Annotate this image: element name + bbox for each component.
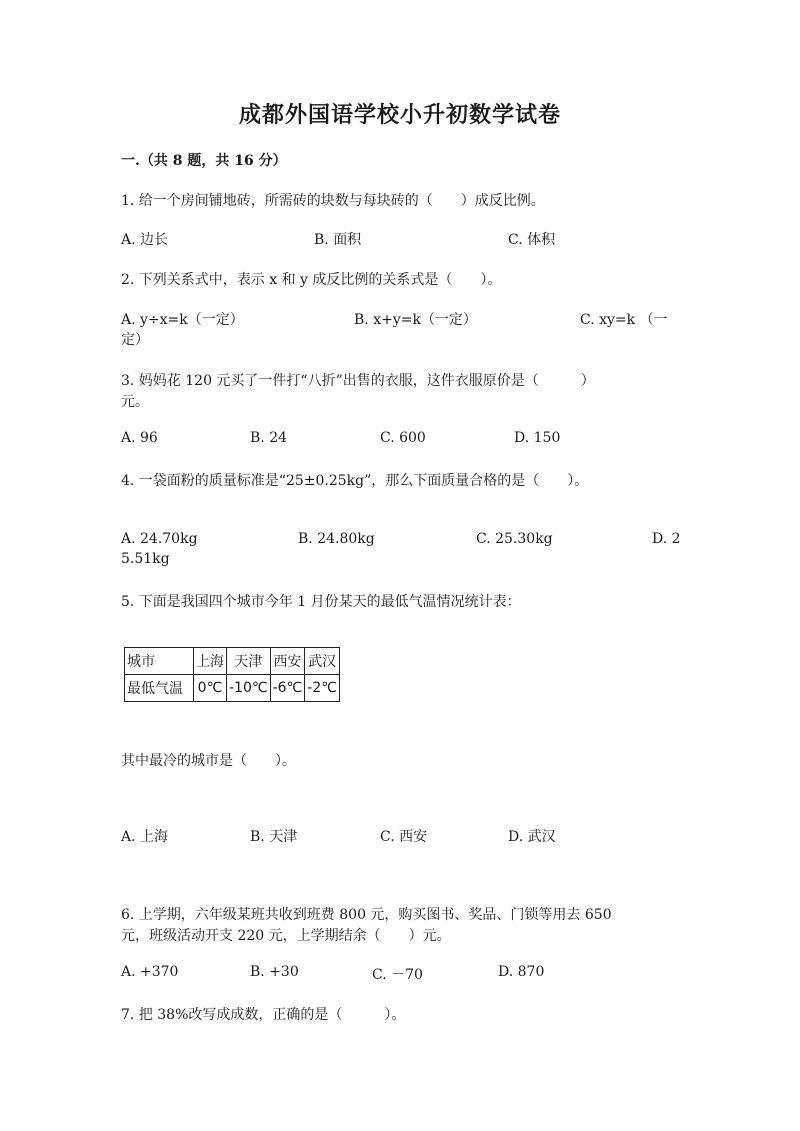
question-5: 5. 下面是我国四个城市今年 1 月份某天的最低气温情况统计表：	[121, 594, 521, 610]
q4-option-c: C. 25.30kg	[476, 531, 553, 547]
table-row	[125, 648, 340, 675]
q5-option-c: C. 西安	[380, 829, 428, 845]
q2-option-c-continued: 定）	[121, 332, 149, 348]
q5-option-d: D. 武汉	[508, 829, 556, 845]
q1-option-b: B. 面积	[314, 232, 362, 248]
q4-option-b: B. 24.80kg	[298, 531, 375, 547]
table-cell: -10℃	[227, 675, 271, 702]
q3-option-b: B. 24	[250, 430, 288, 446]
q4-option-d: D. 2	[652, 531, 681, 547]
question-6-line2: 元，班级活动开支 220 元，上学期结余（ ）元。	[121, 928, 451, 944]
table-cell: -6℃	[270, 675, 305, 702]
q6-option-c: C. －70	[372, 967, 423, 983]
q4-option-d-continued: 5.51kg	[121, 551, 170, 567]
temperature-table	[124, 647, 340, 702]
q6-option-d: D. 870	[498, 964, 545, 980]
q5-option-b: B. 天津	[250, 829, 298, 845]
table-cell: 天津	[227, 648, 271, 675]
table-cell: 武汉	[305, 648, 340, 675]
table-cell: 上海	[194, 648, 227, 675]
question-3-line1: 3. 妈妈花 120 元买了一件打“八折”出售的衣服，这件衣服原价是（ ）	[121, 373, 595, 389]
question-6-line1: 6. 上学期，六年级某班共收到班费 800 元，购买图书、奖品、门锁等用去 650	[121, 907, 612, 923]
q6-option-b: B. +30	[250, 964, 299, 980]
table-cell: 最低气温	[125, 675, 194, 702]
table-cell: -2℃	[305, 675, 340, 702]
table-cell: 0℃	[194, 675, 227, 702]
q3-option-c: C. 600	[380, 430, 426, 446]
table-cell: 西安	[270, 648, 305, 675]
q2-option-c: C. xy=k （一	[580, 312, 668, 328]
q1-option-a: A. 边长	[121, 232, 169, 248]
q3-option-a: A. 96	[121, 430, 158, 446]
question-7: 7. 把 38%改写成成数，正确的是（ ）。	[121, 1007, 406, 1023]
question-5-prompt: 其中最冷的城市是（ ）。	[121, 753, 296, 769]
section-heading: 一.（共 8 题，共 16 分）	[121, 153, 287, 169]
q1-option-c: C. 体积	[508, 232, 556, 248]
table-row	[125, 675, 340, 702]
q4-option-a: A. 24.70kg	[121, 531, 198, 547]
question-4: 4. 一袋面粉的质量标准是“25±0.25kg”，那么下面质量合格的是（ ）。	[121, 473, 589, 489]
q2-option-b: B. x+y=k（一定）	[354, 312, 477, 328]
q5-option-a: A. 上海	[121, 829, 169, 845]
table-cell: 城市	[125, 648, 194, 675]
q6-option-a: A. +370	[121, 964, 179, 980]
q2-option-a: A. y÷x=k（一定）	[121, 312, 244, 328]
q3-option-d: D. 150	[514, 430, 561, 446]
question-3-line2: 元。	[121, 394, 149, 410]
question-2: 2. 下列关系式中，表示 x 和 y 成反比例的关系式是（ ）。	[121, 272, 502, 288]
question-1: 1. 给一个房间铺地砖，所需砖的块数与每块砖的（ ）成反比例。	[121, 193, 545, 209]
page-title: 成都外国语学校小升初数学试卷	[238, 102, 561, 128]
